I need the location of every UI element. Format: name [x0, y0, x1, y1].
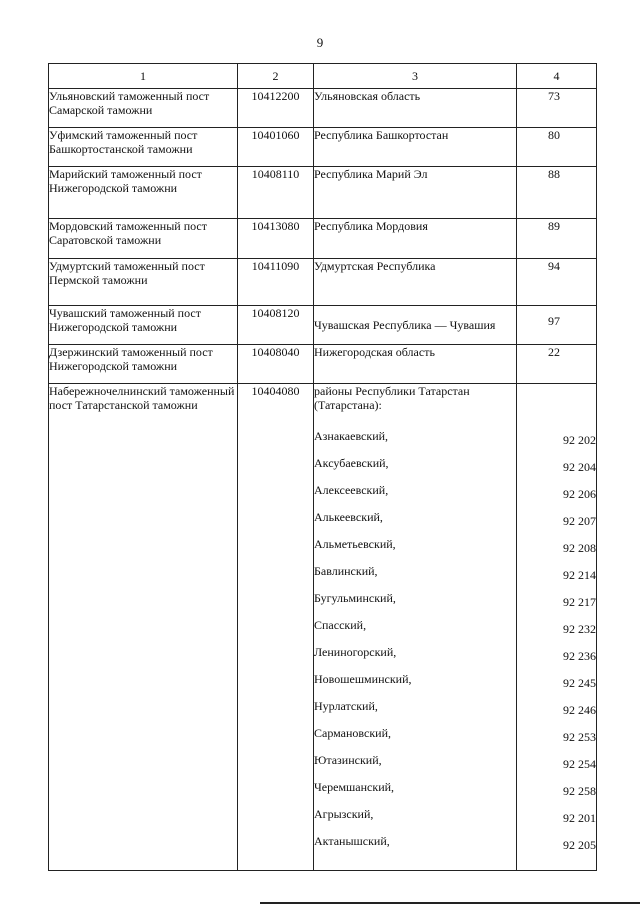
- table-header-row: [49, 64, 597, 89]
- district-name: Алексеевский,: [314, 483, 389, 497]
- district-okato: 92 214: [563, 568, 596, 582]
- district-okato: 92 204: [563, 460, 596, 474]
- post-code: 10412200: [238, 89, 314, 128]
- region-name: Республика Марий Эл: [314, 167, 517, 219]
- post-name: Дзержинский таможенный пост Нижегородской таможни: [49, 345, 238, 384]
- district-name: Агрызский,: [314, 807, 374, 821]
- post-name: Мордовский таможенный пост Саратовской таможни: [49, 219, 238, 259]
- table-row: [49, 167, 597, 219]
- district-name: Новошешминский,: [314, 672, 412, 686]
- region-name: Чувашская Республика — Чувашия: [314, 306, 517, 345]
- okato-cell: [517, 384, 597, 871]
- page-bottom-rule: [260, 902, 640, 904]
- district-name: Спасский,: [314, 618, 367, 632]
- district-okato: 92 208: [563, 541, 596, 555]
- post-name: Чувашский таможенный пост Нижегородской таможни: [49, 306, 238, 345]
- district-name: Бавлинский,: [314, 564, 378, 578]
- table-row: [49, 89, 597, 128]
- district-okato: 92 217: [563, 595, 596, 609]
- post-code: 10413080: [238, 219, 314, 259]
- district-name: Алькеевский,: [314, 510, 383, 524]
- post-code: 10408040: [238, 345, 314, 384]
- district-okato: 92 236: [563, 649, 596, 663]
- district-name: Сармановский,: [314, 726, 392, 740]
- district-name: Аксубаевский,: [314, 456, 389, 470]
- post-code: 10404080: [238, 384, 314, 871]
- post-name: Марийский таможенный пост Нижегородской таможни: [49, 167, 238, 219]
- header-col-3: 3: [314, 64, 517, 89]
- okato-code: 22: [517, 345, 597, 384]
- district-name: Альметьевский,: [314, 537, 396, 551]
- district-okato: 92 202: [563, 433, 596, 447]
- region-heading: районы Республики Татарстан (Татарстана):: [314, 384, 470, 412]
- district-okato: 92 207: [563, 514, 596, 528]
- district-name: Актанышский,: [314, 834, 390, 848]
- customs-table: [48, 63, 597, 871]
- district-okato: 92 205: [563, 838, 596, 852]
- table-row: [49, 345, 597, 384]
- table-row: [49, 128, 597, 167]
- post-name: Удмуртский таможенный пост Пермской таможни: [49, 259, 238, 306]
- district-okato: 92 254: [563, 757, 596, 771]
- district-name: Черемшанский,: [314, 780, 395, 794]
- district-okato: 92 206: [563, 487, 596, 501]
- table-row: [49, 384, 597, 871]
- region-name: Нижегородская область: [314, 345, 517, 384]
- table-row: [49, 306, 597, 345]
- okato-code: 80: [517, 128, 597, 167]
- region-name: Республика Мордовия: [314, 219, 517, 259]
- region-name: Ульяновская область: [314, 89, 517, 128]
- table-row: [49, 219, 597, 259]
- district-okato: 92 253: [563, 730, 596, 744]
- region-name: Удмуртская Республика: [314, 259, 517, 306]
- post-name: Уфимский таможенный пост Башкортостанской таможни: [49, 128, 238, 167]
- table-row: [49, 259, 597, 306]
- district-okato: 92 201: [563, 811, 596, 825]
- post-code: 10408110: [238, 167, 314, 219]
- okato-code: 94: [517, 259, 597, 306]
- district-okato-list: [517, 384, 596, 865]
- post-name: Ульяновский таможенный пост Самарской таможни: [49, 89, 238, 128]
- post-code: 10401060: [238, 128, 314, 167]
- header-col-2: 2: [238, 64, 314, 89]
- page-number: 9: [316, 35, 324, 50]
- okato-code: 97: [517, 306, 597, 345]
- header-col-1: 1: [49, 64, 238, 89]
- header-col-4: 4: [517, 64, 597, 89]
- post-name: Набережночелнинский таможенный пост Татарстанской таможни: [49, 384, 238, 871]
- okato-code: 88: [517, 167, 597, 219]
- district-okato: 92 246: [563, 703, 596, 717]
- okato-code: 89: [517, 219, 597, 259]
- district-list: [314, 429, 516, 861]
- post-code: 10408120: [238, 306, 314, 345]
- district-okato: 92 258: [563, 784, 596, 798]
- district-okato: 92 245: [563, 676, 596, 690]
- post-code: 10411090: [238, 259, 314, 306]
- okato-code: 73: [517, 89, 597, 128]
- district-name: Лениногорский,: [314, 645, 397, 659]
- region-name: Республика Башкортостан: [314, 128, 517, 167]
- district-name: Нурлатский,: [314, 699, 378, 713]
- district-name: Бугульминский,: [314, 591, 396, 605]
- district-name: Ютазинский,: [314, 753, 382, 767]
- district-name: Азнакаевский,: [314, 429, 389, 443]
- district-okato: 92 232: [563, 622, 596, 636]
- region-cell: [314, 384, 517, 871]
